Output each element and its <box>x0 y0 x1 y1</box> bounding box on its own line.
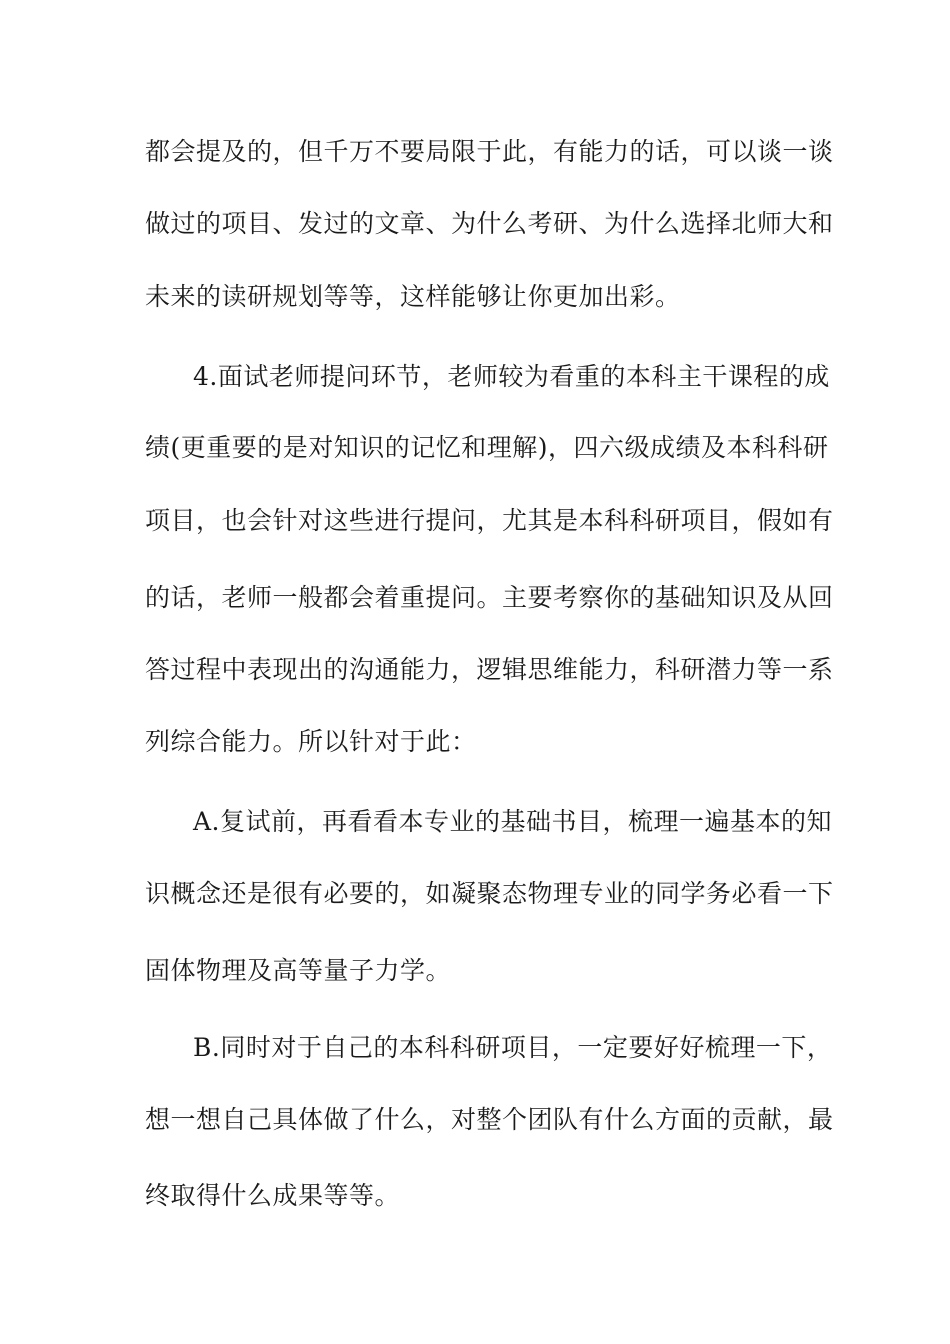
text-line: 固体物理及高等量子力学。 <box>145 956 452 985</box>
text-line: 都会提及的，但千万不要局限于此，有能力的话，可以谈一谈 <box>145 137 834 166</box>
paragraph-start-line: A.复试前，再看看本专业的基础书目，梳理一遍基本的知 <box>193 807 833 836</box>
text-line: 绩(更重要的是对知识的记忆和理解)，四六级成绩及本科科研 <box>145 433 829 462</box>
paragraph-start-line: 4.面试老师提问环节，老师较为看重的本科主干课程的成 <box>193 362 830 391</box>
text-line: 答过程中表现出的沟通能力，逻辑思维能力，科研潜力等一系 <box>145 655 834 684</box>
text-line: 列综合能力。所以针对于此： <box>145 727 477 756</box>
text-line: 项目，也会针对这些进行提问，尤其是本科科研项目，假如有 <box>145 506 834 535</box>
text-line: 识概念还是很有必要的，如凝聚态物理专业的同学务必看一下 <box>145 879 834 908</box>
text-line: 做过的项目、发过的文章、为什么考研、为什么选择北师大和 <box>145 209 834 238</box>
paragraph-start-line: B.同时对于自己的本科科研项目，一定要好好梳理一下， <box>193 1033 833 1062</box>
text-line: 的话，老师一般都会着重提问。主要考察你的基础知识及从回 <box>145 583 834 612</box>
text-line: 未来的读研规划等等，这样能够让你更加出彩。 <box>145 282 681 311</box>
text-line: 想一想自己具体做了什么，对整个团队有什么方面的贡献，最 <box>145 1105 834 1134</box>
text-line: 终取得什么成果等等。 <box>145 1181 401 1210</box>
